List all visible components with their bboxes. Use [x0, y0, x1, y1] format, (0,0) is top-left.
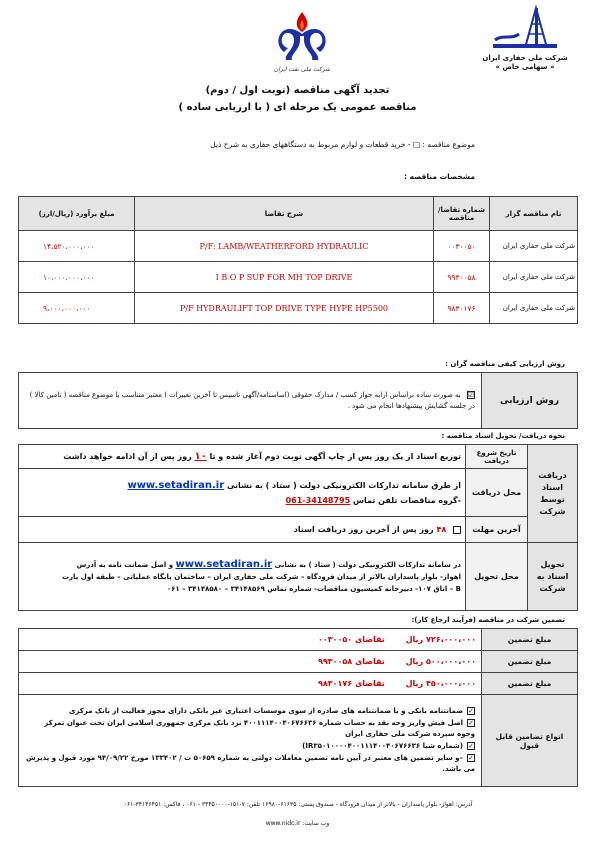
place-text: از طرق سامانه تدارکات الکترونیکی دولت ( ستاد ) به نشانی [226, 480, 461, 490]
table-row [19, 629, 578, 651]
checkbox-icon: ✓ [468, 753, 474, 762]
cell-company: شرکت ملی حفاری ایران [490, 231, 578, 262]
guarantee-amount: ۷۲۶،۰۰۰،۰۰۰ [425, 635, 476, 644]
guarantee-req-label: تقاضای [354, 635, 385, 644]
submit-text-a: در سامانه تدارکات الکترونیکی دولت ( ستاد ) به نشانی [274, 560, 461, 569]
receive-group-label: دریافت اسناد توسط شرکت [528, 445, 578, 543]
place-label: محل دریافت [466, 469, 528, 517]
guarantee-label: مبلغ تضمین [482, 673, 578, 695]
nioc-logo-caption: شرکت ملی نفت ایران [273, 66, 331, 73]
guarantee-table [18, 628, 578, 787]
guarantee-req-label: تقاضای [354, 657, 385, 666]
submit-text-d: B – اتاق ۱۰۷- دبیرخانه کمیسیون مناقصات- شماره تماس ۳۴۱۴۸۵۶۹ – ۳۴۱۴۸۵۸۰ – ۰۶۱ [166, 584, 461, 593]
checkbox-icon: ✓ [468, 706, 474, 715]
table-row [19, 673, 578, 695]
nidc-logo-name: شرکت ملی حفاری ایران [482, 54, 568, 62]
delivery-section-title: نحوه دریافت/ تحویل اسناد مناقصه : [441, 432, 565, 440]
guarantee-type-text: (شماره شبا IR۳۵۰۱۰۰۰۰۴۰۰۱۱۱۴۰۰۴۰۶۷۶۶۳۶) [302, 741, 463, 750]
list-item [25, 706, 475, 717]
table-header-row [19, 197, 578, 231]
checkbox-icon: ☑ [467, 390, 474, 399]
page-title: تجدید آگهی مناقصه (نوبت اول / دوم) [205, 85, 390, 96]
checkbox-icon: ✓ [468, 718, 474, 727]
submit-text-cell [19, 543, 466, 611]
tender-subject: موضوع مناقصه : □ - خرید قطعات و لوازم مربوط به دستگاههای حفاری به شرح ذیل [210, 140, 475, 149]
list-item [25, 741, 475, 752]
submit-group-label: تحویل اسناد به شرکت [528, 543, 578, 611]
submit-text-b: و اصل ضمانت نامه به آدرس [76, 560, 174, 569]
list-item [25, 753, 475, 775]
cell-request: ۹۹۳۰۰۵۸ [434, 262, 490, 293]
nioc-logo [268, 8, 336, 78]
guarantee-type-text: ضمانتنامه بانکی و یا ضمانتنامه های صادره از سوی موسسات اعتباری غیر بانکی دارای مجوز فعالیت از بانک مرکزی [68, 706, 463, 715]
start-text-cell [19, 445, 466, 469]
guarantee-currency: ریال [405, 679, 424, 688]
delivery-table [18, 444, 578, 611]
table-row [19, 231, 578, 262]
guarantee-section-title: تضمین شرکت در مناقصه (فرآیند ارجاع کار): [411, 616, 565, 624]
deadline-text-cell [19, 517, 466, 543]
submit-text-c: اهواز- بلوار پاسداران بالاتر از میدان فرودگاه – شرکت ملی حفاری ایران – ساختمان پایگاه عملیاتی – طبقه اول پارت [61, 572, 461, 581]
place-phone-label: -گروه مناقصات تلفن تماس [352, 495, 461, 505]
start-days: ۱۰ [194, 451, 207, 462]
list-item [25, 718, 475, 740]
deadline-label: آخرین مهلت [466, 517, 528, 543]
setadiran-link[interactable]: www.setadiran.ir [175, 558, 273, 570]
guarantee-value [19, 673, 482, 695]
guarantee-label: مبلغ تضمین [482, 651, 578, 673]
place-text-cell [19, 469, 466, 517]
footer-website: وب سایت: www.nidc.ir [265, 820, 330, 827]
guarantee-types-label: انواع تضامین قابل قبول [482, 695, 578, 787]
deadline-text: روز پس از آخرین روز دریافت اسناد [293, 525, 434, 534]
cell-request: ۹۸۳۰۱۷۶ [434, 293, 490, 324]
col-header-description: شرح تقاضا [135, 197, 434, 231]
guarantee-amount: ۵۰۰،۰۰۰،۰۰۰ [425, 657, 476, 666]
nidc-logo [470, 4, 580, 76]
checkbox-icon: ✓ [468, 741, 474, 750]
start-text-b: روز پس از آن ادامه خواهد داشت [63, 452, 192, 461]
flame-icon [272, 8, 332, 64]
table-row [19, 293, 578, 324]
cell-description: P/F HYDRAULIFT TOP DRIVE TYPE HYPE HP5500 [135, 293, 434, 324]
evaluation-section-title: روش ارزیابی کیفی مناقصه گران : [445, 360, 565, 368]
cell-amount: ۱۰،۰۰۰،۰۰۰،۰۰۰ [19, 262, 135, 293]
guarantee-currency: ریال [405, 635, 424, 644]
guarantee-req: ۰۰۳۰۰۵۰ [317, 635, 353, 644]
cell-description: I B O P SUP FOR MH TOP DRIVE [135, 262, 434, 293]
submit-label: محل تحویل [466, 543, 528, 611]
evaluation-text-cell [19, 373, 482, 429]
tender-items-table [18, 196, 578, 324]
guarantee-value [19, 629, 482, 651]
col-header-request: شماره تقاضا/ مناقصه [434, 197, 490, 231]
cell-amount: ۱۴،۵۲۰،۰۰۰،۰۰۰ [19, 231, 135, 262]
cell-amount: ۹،۰۰۰،۰۰۰،۰۰۰ [19, 293, 135, 324]
guarantee-type-text: –و سایر تضمین های معتبر در آیین نامه تضمین معاملات دولتی به شماره ۵۰۶۵۹ ت / ۱۳۳۴۰۲ مورخ ۹۴/۰۹/۲۲ مورد قبول و پذیرش می باشد. [25, 753, 475, 773]
table-row [19, 262, 578, 293]
cell-description: P/F: LAMB/WEATHERFORD HYDRAULIC [135, 231, 434, 262]
table-row [19, 651, 578, 673]
tender-spec-label: مشخصات مناقصه : [403, 172, 475, 181]
checkbox-icon [453, 526, 461, 534]
guarantee-label: مبلغ تضمین [482, 629, 578, 651]
guarantee-amount: ۴۵۰،۰۰۰،۰۰۰ [425, 679, 476, 688]
page-subtitle: مناقصه عمومی یک مرحله ای ( با ارزیابی ساده ) [178, 102, 417, 113]
table-row [19, 695, 578, 787]
setadiran-link[interactable]: www.setadiran.ir [127, 479, 225, 491]
guarantee-req: ۹۹۳۰۰۵۸ [317, 657, 353, 666]
col-header-amount: مبلغ برآورد (ریال/ارز) [19, 197, 135, 231]
col-header-company: نام مناقصه گزار [490, 197, 578, 231]
evaluation-text: به صورت ساده براساس ارایه جواز کسب / مدارک حقوقی (اساسنامه/آگهی تاسیس تا آخرین تغییرات ) معتبر متناسب با موضوع مناقصه ( تامین کالا ) در جلسه گشایش پیشنهادها انجام می شود . [29, 390, 475, 410]
guarantee-type-text: اصل فیش واریز وجه نقد به حساب شماره ۴۰۰۱۱۱۴۰۰۴۰۶۷۶۶۳۶ نزد بانک مرکزی جمهوری اسلامی ایران تحت عنوان تمرکز وجوه سپرده شرکت ملی حفاری ایران [44, 718, 475, 738]
deadline-days: ۴۸ [436, 525, 447, 534]
footer-address: آدرس: اهواز- بلوار پاسداران - بالاتر از میدان فرودگاه - صندوق پستی: ۶۱۶۳۵-۱۶۹۸۰ تلفن: ۷-۱۵۱-۳۴۴۵۰۰۰۰ - ۰۶۱ ، فاکس: ۳۴۱۴۶۴۵۱-۰۶۱ [123, 801, 473, 808]
evaluation-label: روش ارزیابی [482, 373, 578, 429]
cell-company: شرکت ملی حفاری ایران [490, 262, 578, 293]
cell-request: ۰۰۳۰۰۵۰ [434, 231, 490, 262]
start-text-a: توزیع اسناد از یک روز پس از چاپ آگهی نوبت دوم آغاز شده و تا [209, 452, 461, 461]
guarantee-types-cell [19, 695, 482, 787]
place-phone: 061-34148795 [285, 495, 351, 505]
guarantee-req: ۹۸۳۰۱۷۶ [317, 679, 353, 688]
nidc-logo-subtitle: « سهامی خاص » [495, 63, 555, 71]
evaluation-table [18, 372, 578, 429]
start-label: تاریخ شروع دریافت [466, 445, 528, 469]
guarantee-value [19, 651, 482, 673]
cell-company: شرکت ملی حفاری ایران [490, 293, 578, 324]
guarantee-currency: ریال [405, 657, 424, 666]
guarantee-req-label: تقاضای [354, 679, 385, 688]
drilling-rig-icon [485, 4, 565, 52]
